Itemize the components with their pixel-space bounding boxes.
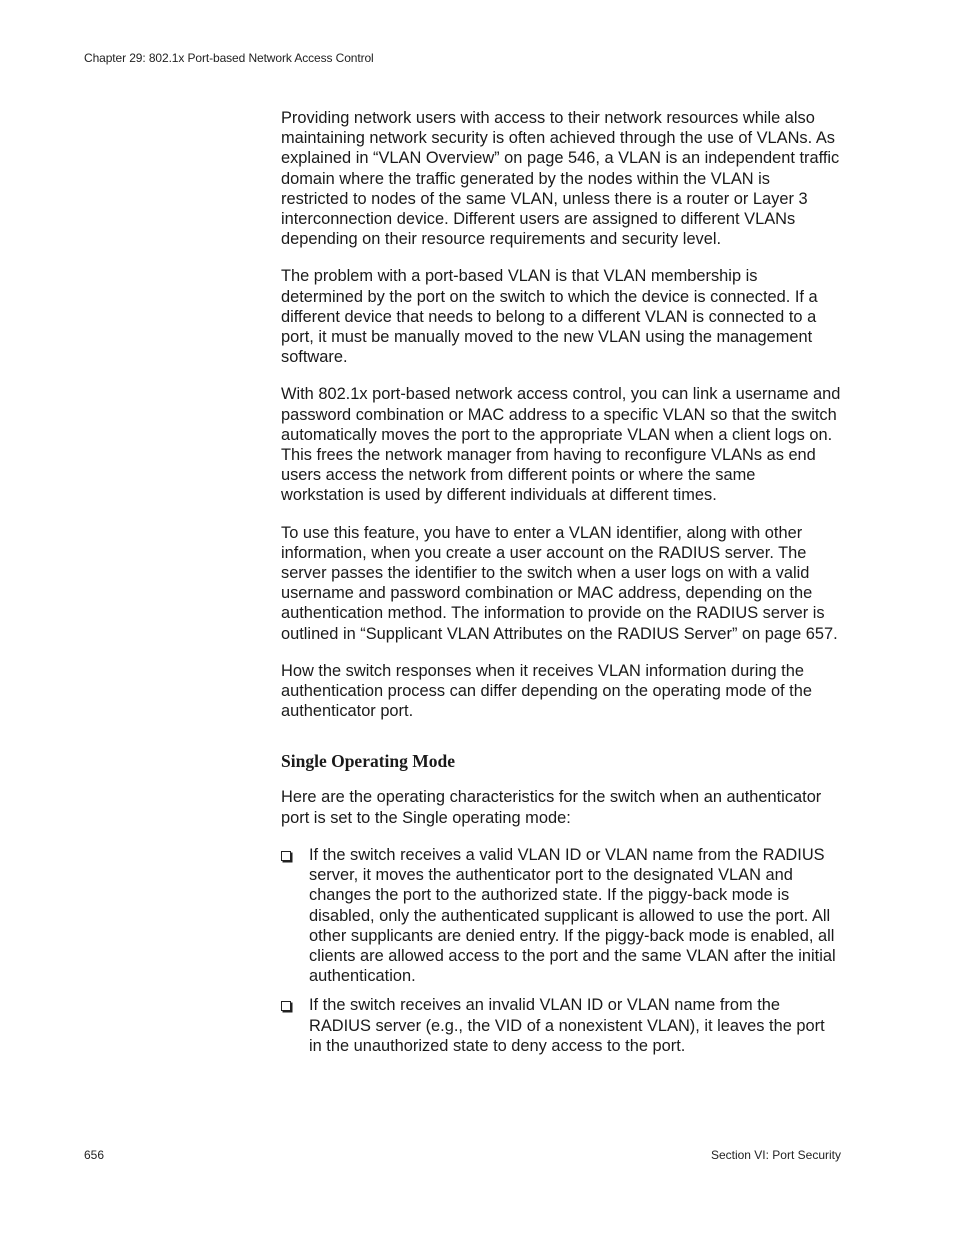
section-heading-single-mode: Single Operating Mode (281, 751, 456, 772)
running-footer-section: Section VI: Port Security (710, 1148, 841, 1162)
paragraph-8021x-linking: With 802.1x port-based network access control, you can link a username and password combination or MAC address to a specific VLAN so that the switch automatically moves the port to the appropriate VLAN when a client logs on. This frees the network manager from having to reconfigure VLANs as end users access the network from different points or where the same workstation is used by different individuals at different times. (281, 385, 841, 505)
paragraph-radius-setup: To use this feature, you have to enter a VLAN identifier, along with other information, when you create a user account on the RADIUS server. The server passes the identifier to the switch when a user logs on with a valid username and password combination or MAC address, depending on the authentication method. The information to provide on the RADIUS server is outlined in “Supplicant VLAN Attributes on the RADIUS Server” on page 657. (281, 523, 838, 643)
page-number: 656 (84, 1148, 105, 1162)
bullet-list (281, 845, 841, 1056)
paragraph-single-mode-intro: Here are the operating characteristics for the switch when an authenticator port is set to the Single operating mode: (281, 788, 822, 827)
main-content (281, 108, 841, 1065)
paragraph-operating-mode: How the switch responses when it receives VLAN information during the authentication process can differ depending on the operating mode of the authenticator port. (281, 661, 812, 721)
square-bullet-icon (281, 851, 291, 861)
bullet-item (281, 995, 841, 1056)
bullet-text: If the switch receives an invalid VLAN ID or VLAN name from the RADIUS server (e.g., the VID of a nonexistent VLAN), it leaves the port in the unauthorized state to deny access to the port. (309, 996, 825, 1055)
square-bullet-icon (281, 1001, 291, 1011)
paragraph-port-based-problem: The problem with a port-based VLAN is that VLAN membership is determined by the port on the switch to which the device is connected. If a different device that needs to belong to a different VLAN is connected to a port, it must be manually moved to the new VLAN using the management software. (281, 267, 818, 367)
paragraph-vlan-intro: Providing network users with access to their network resources while also maintaining network security is often achieved through the use of VLANs. As explained in “VLAN Overview” on page 546, a VLAN is an independent traffic domain where the traffic generated by the nodes within the VLAN is restricted to nodes of the same VLAN, unless there is a router or Layer 3 interconnection device. Different users are assigned to different VLANs depending on their resource requirements and security level. (281, 109, 840, 249)
bullet-item (281, 845, 841, 986)
running-header-chapter: Chapter 29: 802.1x Port-based Network Access Control (84, 51, 374, 65)
bullet-text: If the switch receives a valid VLAN ID or VLAN name from the RADIUS server, it moves the authenticator port to the designated VLAN and changes the port to the authorized state. If the piggy-back mode is disabled, only the authenticated supplicant is allowed to use the port. All other supplicants are denied entry. If the piggy-back mode is enabled, all clients are allowed access to the port and the same VLAN after the initial authentication. (309, 845, 836, 986)
